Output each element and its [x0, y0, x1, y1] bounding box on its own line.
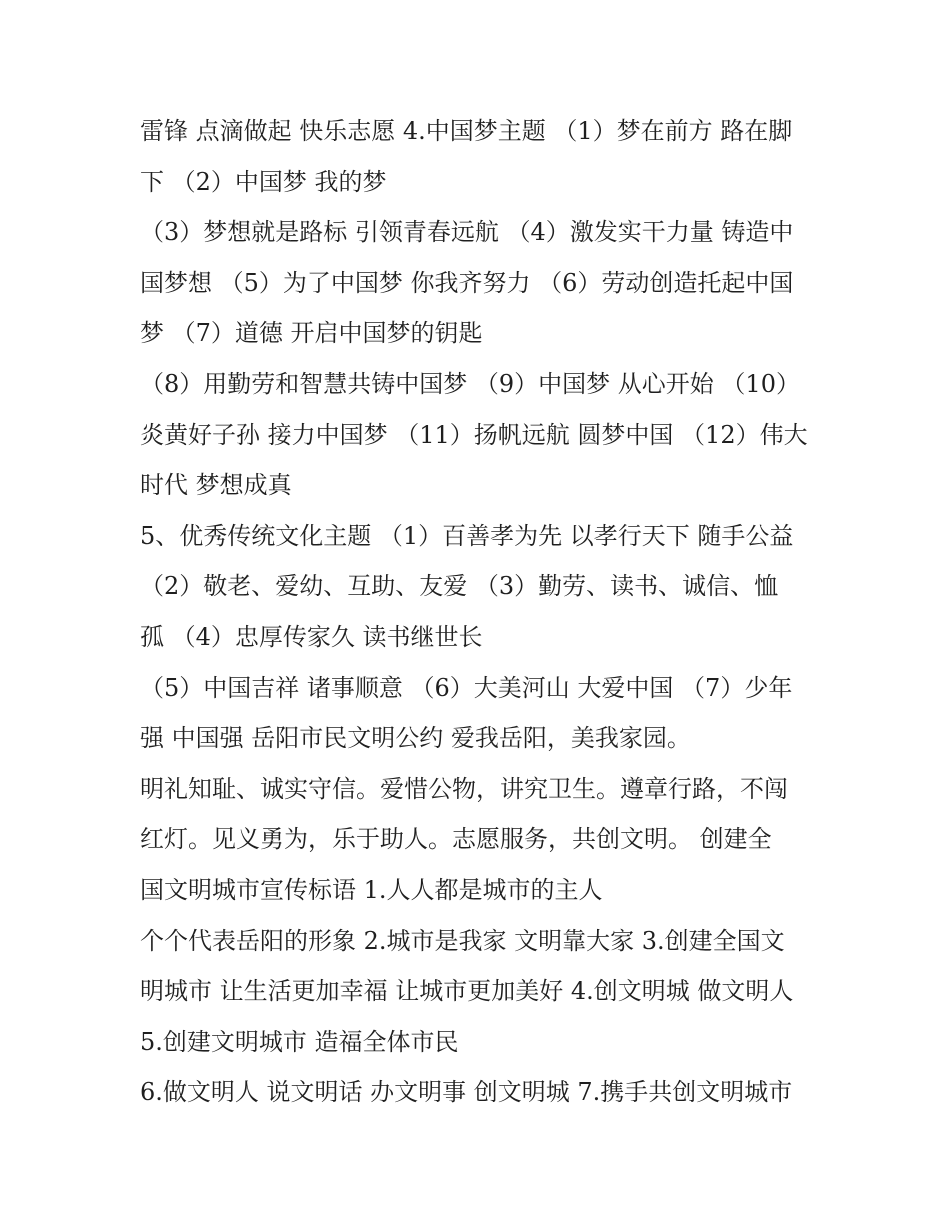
text-line: 下 （2）中国梦 我的梦 — [140, 167, 387, 196]
text-line: 强 中国强 岳阳市民文明公约 爱我岳阳，美我家园。 — [140, 724, 691, 753]
text-line: 个个代表岳阳的形象 2.城市是我家 文明靠大家 3.创建全国文 — [140, 926, 785, 955]
text-line: 5、优秀传统文化主题 （1）百善孝为先 以孝行天下 随手公益 — [140, 521, 794, 550]
text-line: （8）用勤劳和智慧共铸中国梦 （9）中国梦 从心开始 （10） — [140, 369, 800, 398]
text-line: 明礼知耻、诚实守信。爱惜公物，讲究卫生。遵章行路，不闯 — [140, 774, 788, 803]
text-line: 明城市 让生活更加幸福 让城市更加美好 4.创文明城 做文明人 — [140, 977, 794, 1006]
text-line: 孤 （4）忠厚传家久 读书继世长 — [140, 622, 483, 651]
text-line: （2）敬老、爱幼、互助、友爱 （3）勤劳、读书、诚信、恤 — [140, 572, 779, 601]
text-line: 国文明城市宣传标语 1.人人都是城市的主人 — [140, 875, 603, 904]
document-body — [140, 106, 820, 1118]
text-line: 梦 （7）道德 开启中国梦的钥匙 — [140, 319, 483, 348]
text-line: 雷锋 点滴做起 快乐志愿 4.中国梦主题 （1）梦在前方 路在脚 — [140, 117, 793, 145]
text-line: （3）梦想就是路标 引领青春远航 （4）激发实干力量 铸造中 — [140, 218, 794, 247]
text-line: 6.做文明人 说文明话 办文明事 创文明城 7.携手共创文明城市 — [140, 1078, 793, 1107]
text-line: 时代 梦想成真 — [140, 471, 292, 500]
text-line: 国梦想 （5）为了中国梦 你我齐努力 （6）劳动创造托起中国 — [140, 268, 794, 297]
text-line: 5.创建文明城市 造福全体市民 — [140, 1027, 459, 1056]
text-line: （5）中国吉祥 诸事顺意 （6）大美河山 大爱中国 （7）少年 — [140, 673, 793, 702]
text-line: 炎黄好子孙 接力中国梦 （11）扬帆远航 圆梦中国 （12）伟大 — [140, 420, 808, 449]
text-line: 红灯。见义勇为，乐于助人。志愿服务，共创文明。 创建全 — [140, 825, 772, 854]
